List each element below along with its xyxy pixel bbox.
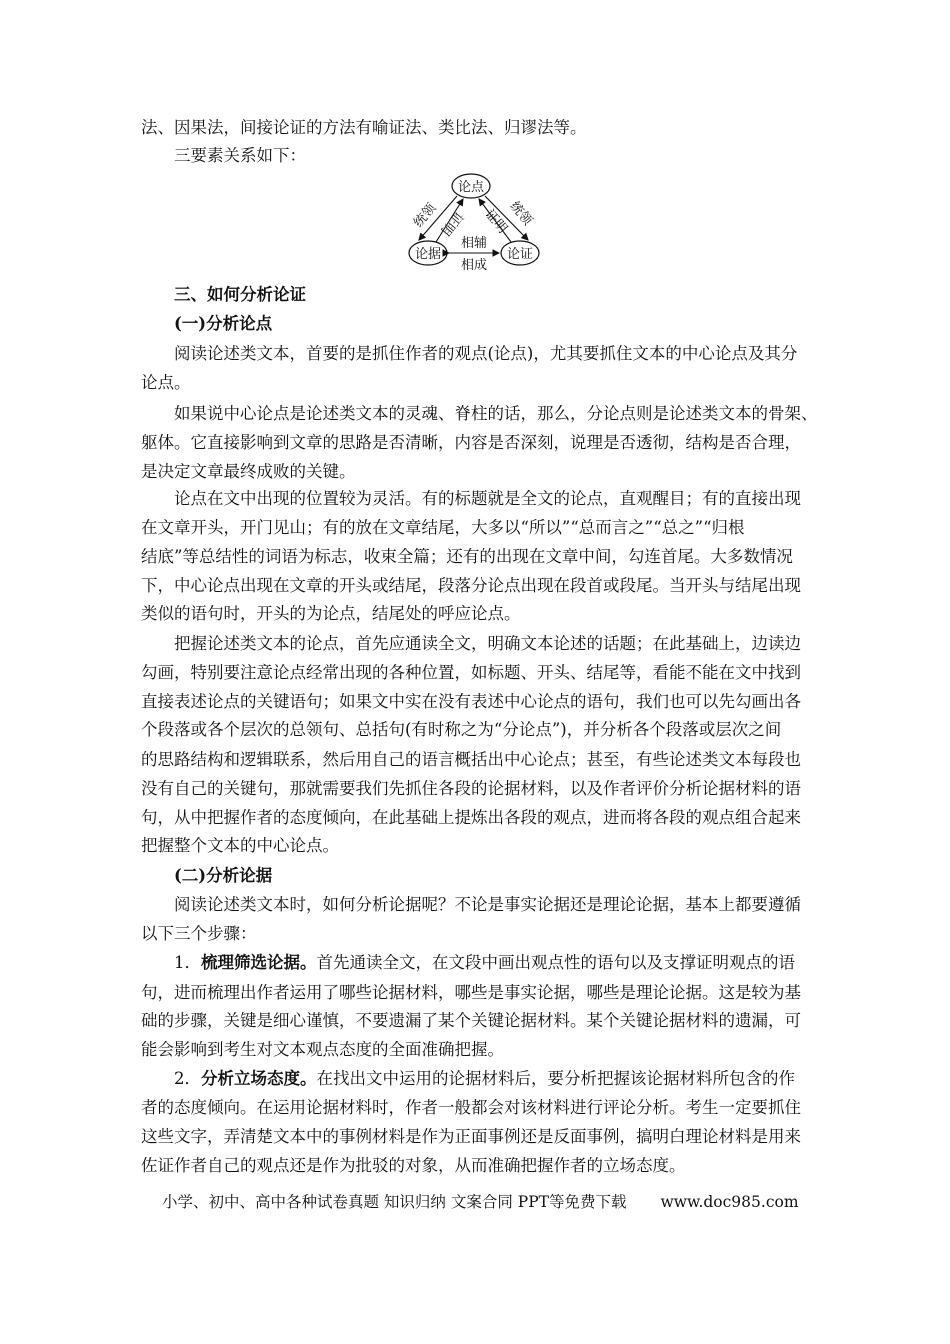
paragraph-line: 阅读论述类文本，首要的是抓住作者的观点(论点)，尤其要抓住文本的中心论点及其分 xyxy=(174,344,798,363)
node-left-label: 论据 xyxy=(414,247,442,262)
label-left-inner: 证明 xyxy=(437,208,466,238)
footer-text: 小学、初中、高中各种试卷真题 知识归纳 文案合同 PPT等免费下载 xyxy=(162,1193,627,1211)
section-heading: 三、如何分析论证 xyxy=(174,285,306,304)
paragraph-line: 个段落或各个层次的总领句、总括句(有时称之为“分论点”)，并分析各个段落或层次之间 xyxy=(141,720,782,739)
step-1-text: 首先通读全文，在文段中画出观点性的语句以及支撑证明观点的语 xyxy=(316,953,795,972)
paragraph-line: 句，进而梳理出作者运用了哪些论据材料，哪些是事实论据，哪些是理论论据。这是较为基 xyxy=(141,983,801,1002)
paragraph-line: 论点。 xyxy=(141,373,191,392)
paragraph-line: 下，中心论点出现在文章的开头或结尾，段落分论点出现在段首或段尾。当开头与结尾出现 xyxy=(141,576,801,595)
paragraph-line: 类似的语句时，开头的为论点，结尾处的呼应论点。 xyxy=(141,604,521,623)
step-2-number: 2． xyxy=(174,1069,201,1088)
step-2-title: 分析立场态度。 xyxy=(201,1069,317,1088)
node-right-label: 论证 xyxy=(506,247,534,262)
paragraph-line: 这些文字，弄清楚文本中的事例材料是作为正面事例还是反面事例，搞明白理论材料是用来 xyxy=(141,1127,801,1146)
diagram-svg xyxy=(400,170,550,274)
paragraph-line: 没有自己的关键句，那就需要我们先抓住各段的论据材料，以及作者评价分析论据材料的语 xyxy=(141,779,801,798)
label-left-outer: 统领 xyxy=(411,200,440,231)
three-elements-diagram xyxy=(400,170,550,274)
footer-site-link[interactable]: www.doc985.com xyxy=(660,1193,799,1211)
label-right-outer: 统领 xyxy=(506,198,535,229)
step-2-line xyxy=(174,1068,795,1090)
paragraph-line: 是决定文章最终成败的关键。 xyxy=(141,462,356,481)
paragraph-line: 的思路结构和逻辑联系，然后用自己的语言概括出中心论点；甚至，有些论述类文本每段也 xyxy=(141,750,801,769)
subsection-heading: (一)分析论点 xyxy=(174,314,273,333)
paragraph-line: 在文章开头，开门见山；有的放在文章结尾，大多以“所以”“总而言之”“总之”“归根 xyxy=(141,518,745,537)
subsection-heading: (二)分析论据 xyxy=(174,866,273,885)
paragraph-line: 础的步骤，关键是细心谨慎，不要遗漏了某个关键论据材料。某个关键论据材料的遗漏，可 xyxy=(141,1011,801,1030)
node-top-label: 论点 xyxy=(457,180,485,195)
label-bottom-lower: 相成 xyxy=(460,258,488,273)
paragraph-line: 如果说中心论点是论述类文本的灵魂、脊柱的话，那么，分论点则是论述类文本的骨架、 xyxy=(174,404,818,423)
paragraph-line: 以下三个步骤： xyxy=(141,924,257,943)
paragraph-line: 结底”等总结性的词语为标志，收束全篇；还有的出现在文章中间，勾连首尾。大多数情况 xyxy=(141,547,793,566)
paragraph-line: 佐证作者自己的观点还是作为批驳的对象，从而准确把握作者的立场态度。 xyxy=(141,1156,686,1175)
paragraph-line: 把握整个文本的中心论点。 xyxy=(141,836,339,855)
step-1-line xyxy=(174,952,795,974)
paragraph-line: 勾画，特别要注意论点经常出现的各种位置，如标题、开头、结尾等，看能不能在文中找到 xyxy=(141,663,801,682)
paragraph-line: 把握论述类文本的论点，首先应通读全文，明确文本论述的话题；在此基础上，边读边 xyxy=(174,634,801,653)
label-right-inner: 证明 xyxy=(481,206,510,237)
paragraph-line: 法、因果法，间接论证的方法有喻证法、类比法、归谬法等。 xyxy=(141,118,587,137)
paragraph-line: 能会影响到考生对文本观点态度的全面准确把握。 xyxy=(141,1040,504,1059)
page-footer xyxy=(162,1190,799,1212)
paragraph-line: 阅读论述类文本时，如何分析论据呢？不论是事实论据还是理论论据，基本上都要遵循 xyxy=(174,895,801,914)
paragraph-line: 直接表述论点的关键语句；如果文中实在没有表述中心论点的语句，我们也可以先勾画出各 xyxy=(141,692,801,711)
step-1-number: 1． xyxy=(174,953,201,972)
paragraph-line: 者的态度倾向。在运用论据材料时，作者一般都会对该材料进行评论分析。考生一定要抓住 xyxy=(141,1098,801,1117)
step-2-text: 在找出文中运用的论据材料后，要分析把握该论据材料所包含的作 xyxy=(316,1069,795,1088)
step-1-title: 梳理筛选论据。 xyxy=(201,953,317,972)
paragraph-line: 句，从中把握作者的态度倾向，在此基础上提炼出各段的观点，进而将各段的观点组合起来 xyxy=(141,808,801,827)
paragraph-line: 三要素关系如下： xyxy=(174,146,306,165)
paragraph-line: 躯体。它直接影响到文章的思路是否清晰，内容是否深刻，说理是否透彻，结构是否合理， xyxy=(141,433,801,452)
paragraph-line: 论点在文中出现的位置较为灵活。有的标题就是全文的论点，直观醒目；有的直接出现 xyxy=(174,489,801,508)
label-bottom-upper: 相辅 xyxy=(460,236,488,251)
